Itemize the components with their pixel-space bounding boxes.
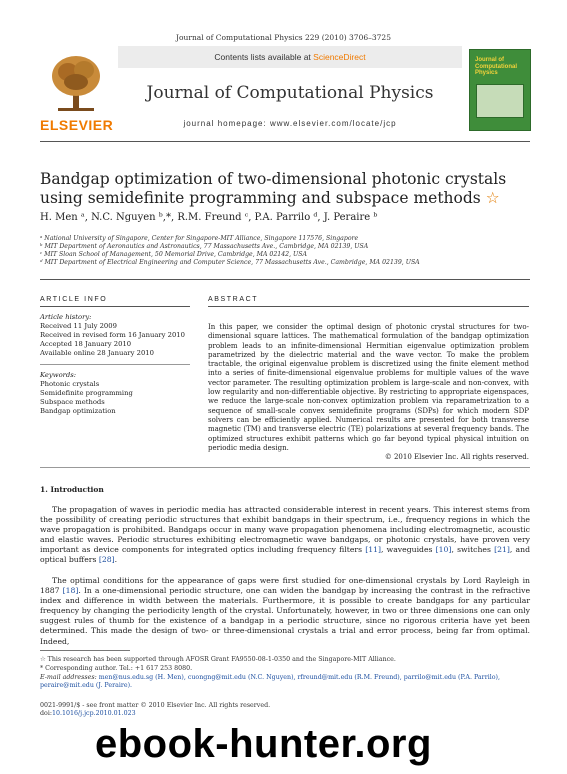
elsevier-logo (40, 46, 112, 135)
contents-text: Contents lists available at (214, 52, 314, 62)
abstract-end-rule (40, 467, 530, 468)
paragraph-text: , and optical buffers (40, 545, 530, 565)
article-info-heading: ARTICLE INFO (40, 296, 108, 303)
footnote-emails (40, 674, 530, 690)
copyright-line: © 2010 Elsevier Inc. All rights reserved. (384, 453, 529, 462)
article-info-rule (40, 306, 190, 307)
journal-header (40, 46, 530, 135)
journal-banner (118, 46, 462, 135)
issn-block (40, 702, 270, 719)
citation-link[interactable]: [10] (435, 545, 452, 555)
abstract-rule (208, 306, 529, 307)
cover-title: Journal of Computational Physics (475, 57, 517, 76)
history-item: Received 11 July 2009 (40, 322, 117, 330)
section-heading-introduction: 1. Introduction (40, 485, 104, 494)
abstract-heading: ABSTRACT (208, 296, 259, 303)
doi-link[interactable]: 10.1016/j.jcp.2010.01.023 (51, 710, 136, 718)
journal-cover (469, 49, 531, 131)
abstract-body (208, 323, 529, 462)
tree-icon (50, 54, 102, 112)
intro-paragraph-1 (40, 505, 530, 566)
paragraph-text: The optimal conditions for the appearance of gaps were first studied for one-dimensional crystals by Lord Rayleigh in 1887 (40, 576, 530, 596)
history-item: Available online 28 January 2010 (40, 349, 154, 357)
paragraph-text: . In a one-dimensional periodic structure, one can widen the bandgap by increasing the contrast in the refractive index and difference in width between the materials. Furthermore, it is possible to create bandgaps for any particular frequency by changing the periodicity length of the crystal. Unfortunately, however, in two or three dimensions one can only suggest rules of thumb for the existence of a bandgap in a periodic structure, since no rigorous criteria have yet been determined. This made the design of two- or three-dimensional crystals a trial and error process, being far from optimal. Indeed, (40, 586, 530, 646)
affiliation: ᶜ MIT Sloan School of Management, 50 Memorial Drive, Cambridge, MA 02142, USA (40, 251, 307, 258)
keywords-label: Keywords: (40, 371, 77, 379)
footnote-rule (40, 650, 130, 651)
affiliation: ᵈ MIT Department of Electrical Engineering and Computer Science, 77 Massachusetts Ave., Cambridge, MA 02139, USA (40, 259, 420, 266)
cover-image (476, 84, 524, 118)
footnote-corresponding: * Corresponding author. Tel.: +1 617 253 8080. (40, 665, 193, 672)
keyword: Semidefinite programming (40, 389, 133, 397)
citation-link[interactable]: [21] (494, 545, 510, 555)
header-rule (40, 141, 530, 142)
keyword: Photonic crystals (40, 380, 100, 388)
contents-bar (118, 46, 462, 68)
article-title (40, 170, 530, 208)
history-label: Article history: (40, 313, 92, 321)
elsevier-wordmark: ELSEVIER (40, 117, 114, 133)
paragraph-text: , switches (451, 545, 495, 555)
abstract-text: In this paper, we consider the optimal design of photonic crystal structures for two-dimensional square lattices. The mathematical formulation of the bandgap optimization problem leads to an infinite-dimensional Hermitian eigenvalue optimization problem parametrized by the dielectric material and the wave vector. To make the problem tractable, the original eigenvalue problem is discretized using the finite element method into a series of finite-dimensional eigenvalue problems for multiple values of the wave vector parameter. The resulting optimization problem is large-scale and non-convex, with low regularity and non-differentiable objective. By restricting to appropriate eigenspaces, we reduce the large-scale non-convex optimization problem via reparametrization to a sequence of small-scale convex semidefinite programs (SDPs) for which modern SDP solvers can be efficiently applied. Numerical results are presented for both transverse magnetic (TM) and transverse electric (TE) polarizations at several frequency bands. The optimized structures exhibit patterns which go far beyond typical physical intuition on periodic media design. (208, 323, 529, 452)
star-icon[interactable]: ☆ (485, 189, 500, 207)
affiliation-rule (40, 279, 530, 280)
paragraph-text: The propagation of waves in periodic media has attracted considerable interest in recent years. This interest stems from the possibility of creating periodic structures that exhibit bandgaps in their spectrum, i.e., frequency regions in which the wave propagation is prohibited. Bandgaps occur in many wave propagation phenomena including electromagnetic, acoustic and elastic waves. Periodic structures exhibiting electromagnetic wave bandgaps, or photonic crystals, have proven very important as device components for integrated optics including frequency filters (40, 505, 530, 555)
paragraph-text: , waveguides (381, 545, 436, 555)
journal-title: Journal of Computational Physics (146, 83, 434, 103)
affiliation: ᵃ National University of Singapore, Center for Singapore-MIT Alliance, Singapore 117576, Singapore (40, 235, 359, 242)
article-title-text: Bandgap optimization of two-dimensional photonic crystals using semidefinite programming and subspace methods (40, 170, 507, 207)
citation-link[interactable]: [18] (62, 586, 79, 596)
history-item: Accepted 18 January 2010 (40, 340, 132, 348)
doi-label: doi: (40, 710, 52, 718)
intro-paragraph-2 (40, 576, 530, 647)
issn-line: 0021-9991/$ - see front matter © 2010 Elsevier Inc. All rights reserved. (40, 702, 271, 709)
email-label: E-mail addresses: (40, 674, 99, 681)
sciencedirect-link[interactable]: ScienceDirect (313, 52, 366, 62)
footnote-funding: ☆ This research has been supported through AFOSR Grant FA9550-08-1-0350 and the Singapore-MIT Alliance. (40, 656, 396, 663)
keywords-rule (40, 364, 190, 365)
keyword: Subspace methods (40, 398, 105, 406)
watermark: ebook-hunter.org (95, 722, 432, 766)
doi-line (40, 710, 270, 718)
journal-homepage[interactable]: journal homepage: www.elsevier.com/locate/jcp (183, 119, 397, 128)
journal-reference: Journal of Computational Physics 229 (2010) 3706–3725 (176, 33, 391, 42)
keyword: Bandgap optimization (40, 407, 116, 415)
history-item: Received in revised form 16 January 2010 (40, 331, 185, 339)
email-links[interactable]: men@nus.edu.sg (H. Men), cuongng@mit.edu (N.C. Nguyen), rfreund@mit.edu (R.M. Freund), parrilo@mit.edu (P.A. Parrilo), peraire@mit.edu (J. Peraire). (40, 674, 500, 690)
paragraph-text: . (114, 555, 118, 565)
author-list: H. Men ᵃ, N.C. Nguyen ᵇ,*, R.M. Freund ᶜ, P.A. Parrilo ᵈ, J. Peraire ᵇ (40, 212, 378, 223)
affiliation: ᵇ MIT Department of Aeronautics and Astronautics, 77 Massachusetts Ave., Cambridge, MA 02139, USA (40, 243, 369, 250)
citation-link[interactable]: [28] (98, 555, 115, 565)
citation-link[interactable]: [11] (365, 545, 381, 555)
